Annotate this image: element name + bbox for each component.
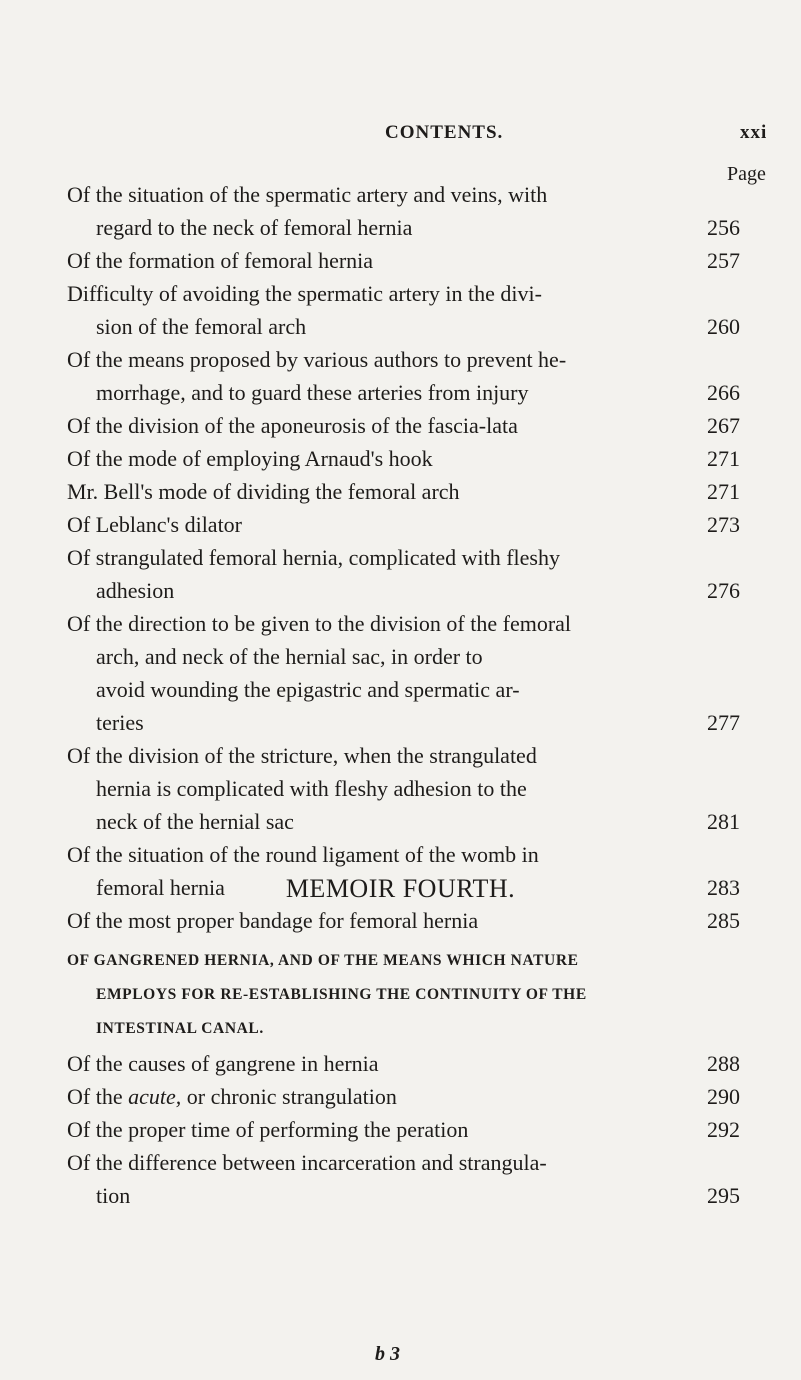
- entry-page-number: 285: [707, 908, 740, 933]
- entry-text: Of the mode of employing Arnaud's hook: [67, 446, 433, 471]
- entry-text-continuation: tion: [96, 1183, 131, 1208]
- entry-text: Of the situation of the round ligament of the womb in: [67, 842, 539, 867]
- entry-text-part: or chronic strangulation: [181, 1084, 397, 1109]
- contents-entry: [67, 442, 740, 475]
- page-folio: xxi: [740, 122, 768, 143]
- contents-entry: [67, 541, 740, 607]
- entry-text-continuation: teries: [96, 710, 144, 735]
- page-column-label: Page: [727, 163, 766, 185]
- entry-text: Difficulty of avoiding the spermatic artery in the divi-: [67, 281, 542, 306]
- contents-entry: [67, 1113, 740, 1146]
- contents-entry: [67, 904, 740, 937]
- contents-entry: [67, 178, 740, 244]
- entry-text: Of the situation of the spermatic artery and veins, with: [67, 182, 548, 207]
- entry-page-number: 281: [707, 809, 740, 834]
- entry-page-number: 295: [707, 1183, 740, 1208]
- entry-text-continuation: femoral hernia: [96, 875, 225, 900]
- contents-entry: [67, 1080, 740, 1113]
- entry-text-continuation: sion of the femoral arch: [96, 314, 307, 339]
- memoir-subtitle-line: INTESTINAL CANAL.: [96, 1020, 264, 1037]
- contents-entry: [67, 1047, 740, 1080]
- memoir-title: MEMOIR FOURTH.: [285, 874, 516, 903]
- entry-text: Of the causes of gangrene in hernia: [67, 1051, 379, 1076]
- memoir-subtitle-line: OF GANGRENED HERNIA, AND OF THE MEANS WHICH NATURE: [67, 952, 579, 969]
- contents-entry: [67, 607, 740, 739]
- contents-entry: [67, 277, 740, 343]
- signature-mark: b 3: [375, 1343, 400, 1365]
- entry-page-number: 290: [707, 1084, 740, 1109]
- entry-text-continuation: regard to the neck of femoral hernia: [96, 215, 413, 240]
- contents-list-memoir-fourth: [67, 1047, 740, 1212]
- entry-page-number: 276: [707, 578, 740, 603]
- entry-text: Mr. Bell's mode of dividing the femoral arch: [67, 479, 460, 504]
- entry-text-continuation: arch, and neck of the hernial sac, in order to: [96, 644, 483, 669]
- entry-text: Of the direction to be given to the division of the femoral: [67, 611, 572, 636]
- contents-entry: [67, 739, 740, 838]
- entry-page-number: 260: [707, 314, 740, 339]
- entry-text-emphasis: acute,: [128, 1084, 182, 1109]
- entry-text: Of the formation of femoral hernia: [67, 248, 374, 273]
- entry-page-number: 267: [707, 413, 740, 438]
- entry-page-number: 271: [707, 479, 740, 504]
- entry-text: Of Leblanc's dilator: [67, 512, 243, 537]
- contents-entry: [67, 244, 740, 277]
- entry-page-number: 292: [707, 1117, 740, 1142]
- entry-text: Of the means proposed by various authors to prevent he-: [67, 347, 567, 372]
- entry-page-number: 288: [707, 1051, 740, 1076]
- entry-text: Of the division of the stricture, when the strangulated: [67, 743, 537, 768]
- entry-text: Of the difference between incarceration and strangula-: [67, 1150, 547, 1175]
- entry-text-continuation: neck of the hernial sac: [96, 809, 294, 834]
- memoir-subtitle-line: EMPLOYS FOR RE-ESTABLISHING THE CONTINUITY OF THE: [96, 986, 587, 1003]
- running-head: [0, 122, 801, 152]
- contents-entry: [67, 343, 740, 409]
- contents-entry: [67, 475, 740, 508]
- entry-text: Of the division of the aponeurosis of the fascia-lata: [67, 413, 518, 438]
- contents-entry: [67, 409, 740, 442]
- entry-text: Of the proper time of performing the peration: [67, 1117, 469, 1142]
- entry-text: Of strangulated femoral hernia, complicated with fleshy: [67, 545, 560, 570]
- entry-page-number: 256: [707, 215, 740, 240]
- contents-entry: [67, 508, 740, 541]
- entry-text-part: Of the: [67, 1084, 129, 1109]
- entry-page-number: 283: [707, 875, 740, 900]
- entry-page-number: 273: [707, 512, 740, 537]
- entry-text-continuation: hernia is complicated with fleshy adhesion to the: [96, 776, 527, 801]
- entry-page-number: 277: [707, 710, 740, 735]
- entry-page-number: 257: [707, 248, 740, 273]
- memoir-subtitle: [67, 944, 740, 1046]
- entry-text: Of the most proper bandage for femoral hernia: [67, 908, 479, 933]
- entry-text: [67, 1080, 740, 1113]
- contents-entry: [67, 1146, 740, 1212]
- entry-page-number: 271: [707, 446, 740, 471]
- contents-list: [67, 178, 740, 937]
- running-head-title: CONTENTS.: [385, 122, 504, 143]
- entry-text-continuation: adhesion: [96, 578, 175, 603]
- entry-text-continuation: avoid wounding the epigastric and spermatic ar-: [96, 677, 520, 702]
- entry-text-continuation: morrhage, and to guard these arteries from injury: [96, 380, 529, 405]
- entry-page-number: 266: [707, 380, 740, 405]
